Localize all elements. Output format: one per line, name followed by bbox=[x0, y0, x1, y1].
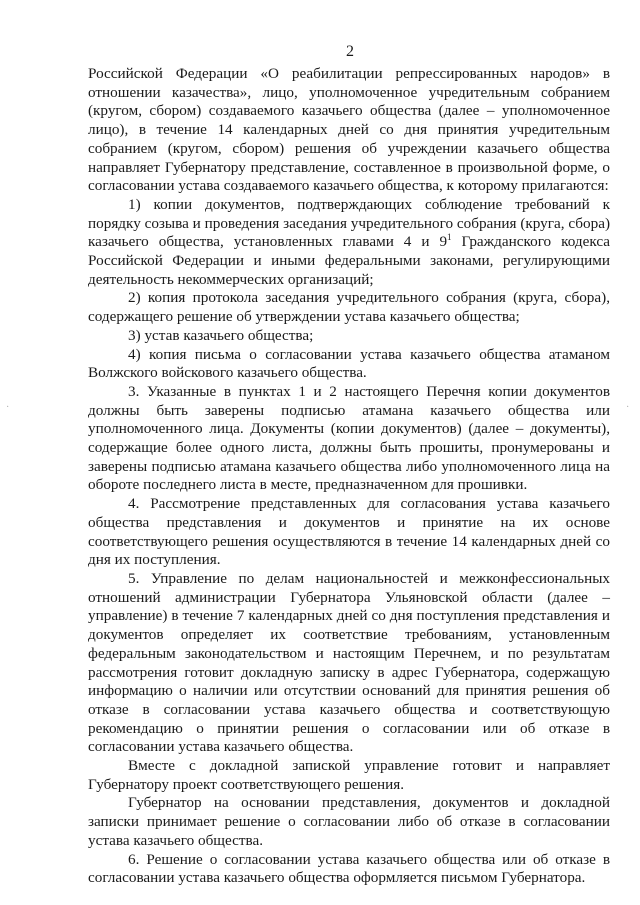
clause-3: 3. Указанные в пунктах 1 и 2 настоящего Перечня копии документов должны быть заверены подписью атамана казачьего общества или уполномоченного лица. Документы (копии документов) (далее – документы), содержащие более одного листа, должны быть прошиты, пронумерованы и заверены подписью атамана казачьего общества либо уполномоченного лица на обороте последнего листа в месте, предназначенном для прошивки. bbox=[88, 382, 610, 494]
clause-5: 5. Управление по делам национальностей и межконфессиональных отношений администрации Губернатора Ульяновской области (далее – управление) в течение 7 календарных дней со дня поступления представления и документов определяет их соответствие требованиям, установленным федеральным законодательством и настоящим Перечнем, и по результатам рассмотрения готовит докладную записку в адрес Губернатора, содержащую информацию о наличии или отсутствии оснований для принятия решения об отказе в согласовании устава казачьего общества и соответствующую рекомендацию о принятии решения о согласовании или об отказе в согласовании устава казачьего общества. bbox=[88, 569, 610, 756]
list-item-1-text: 1) копии документов, подтверждающих соблюдение требований к порядку созыва и проведения заседания учредительного собрания (круга, сбора) казачьего общества, установленных главами 4 и 9 bbox=[88, 195, 610, 251]
scan-edge-mark: · bbox=[626, 402, 630, 413]
document-body bbox=[88, 65, 610, 888]
list-item-1-text-after: Гражданского кодекса Российской Федерации и иными федеральными законами, регулирующими деятельность некоммерческих организаций; bbox=[88, 233, 610, 288]
clause-5-decision: Губернатор на основании представления, документов и докладной записки принимает решение о согласовании либо об отказе в согласовании устава казачьего общества. bbox=[88, 794, 610, 849]
paragraph-intro-continuation: Российской Федерации «О реабилитации репрессированных народов» в отношении казачества», лицо, уполномоченное учредительным собранием (кругом, сбором) создаваемого казачьего общества (далее – уполномоченное лицо), в течение 14 календарных дней со дня принятия учредительным собранием (кругом, сбором) решения об учреждении казачьего общества направляет Губернатору представление, составленное в произвольной форме, о согласовании устава создаваемого казачьего общества, к которому прилагаются: bbox=[88, 65, 610, 195]
page-number: 2 bbox=[346, 43, 354, 60]
clause-5-memo: Вместе с докладной запиской управление готовит и направляет Губернатору проект соответствующего решения. bbox=[88, 757, 610, 793]
clause-4: 4. Рассмотрение представленных для согласования устава казачьего общества представления и документов и принятие на их основе соответствующего решения осуществляются в течение 14 календарных дней со дня их поступления. bbox=[88, 495, 610, 569]
superscript-1: 1 bbox=[447, 232, 452, 243]
list-item-4: 4) копия письма о согласовании устава казачьего общества атаманом Волжского войскового казачьего общества. bbox=[88, 345, 610, 382]
list-item-1 bbox=[88, 196, 610, 290]
scan-edge-mark: · bbox=[6, 402, 10, 413]
list-item-3: 3) устав казачьего общества; bbox=[128, 326, 314, 344]
list-item-2: 2) копия протокола заседания учредительного собрания (круга, сбора), содержащего решение об утверждении устава казачьего общества; bbox=[88, 289, 610, 326]
clause-6: 6. Решение о согласовании устава казачьего общества или об отказе в согласовании устава казачьего общества оформляется письмом Губернатора. bbox=[88, 850, 610, 887]
